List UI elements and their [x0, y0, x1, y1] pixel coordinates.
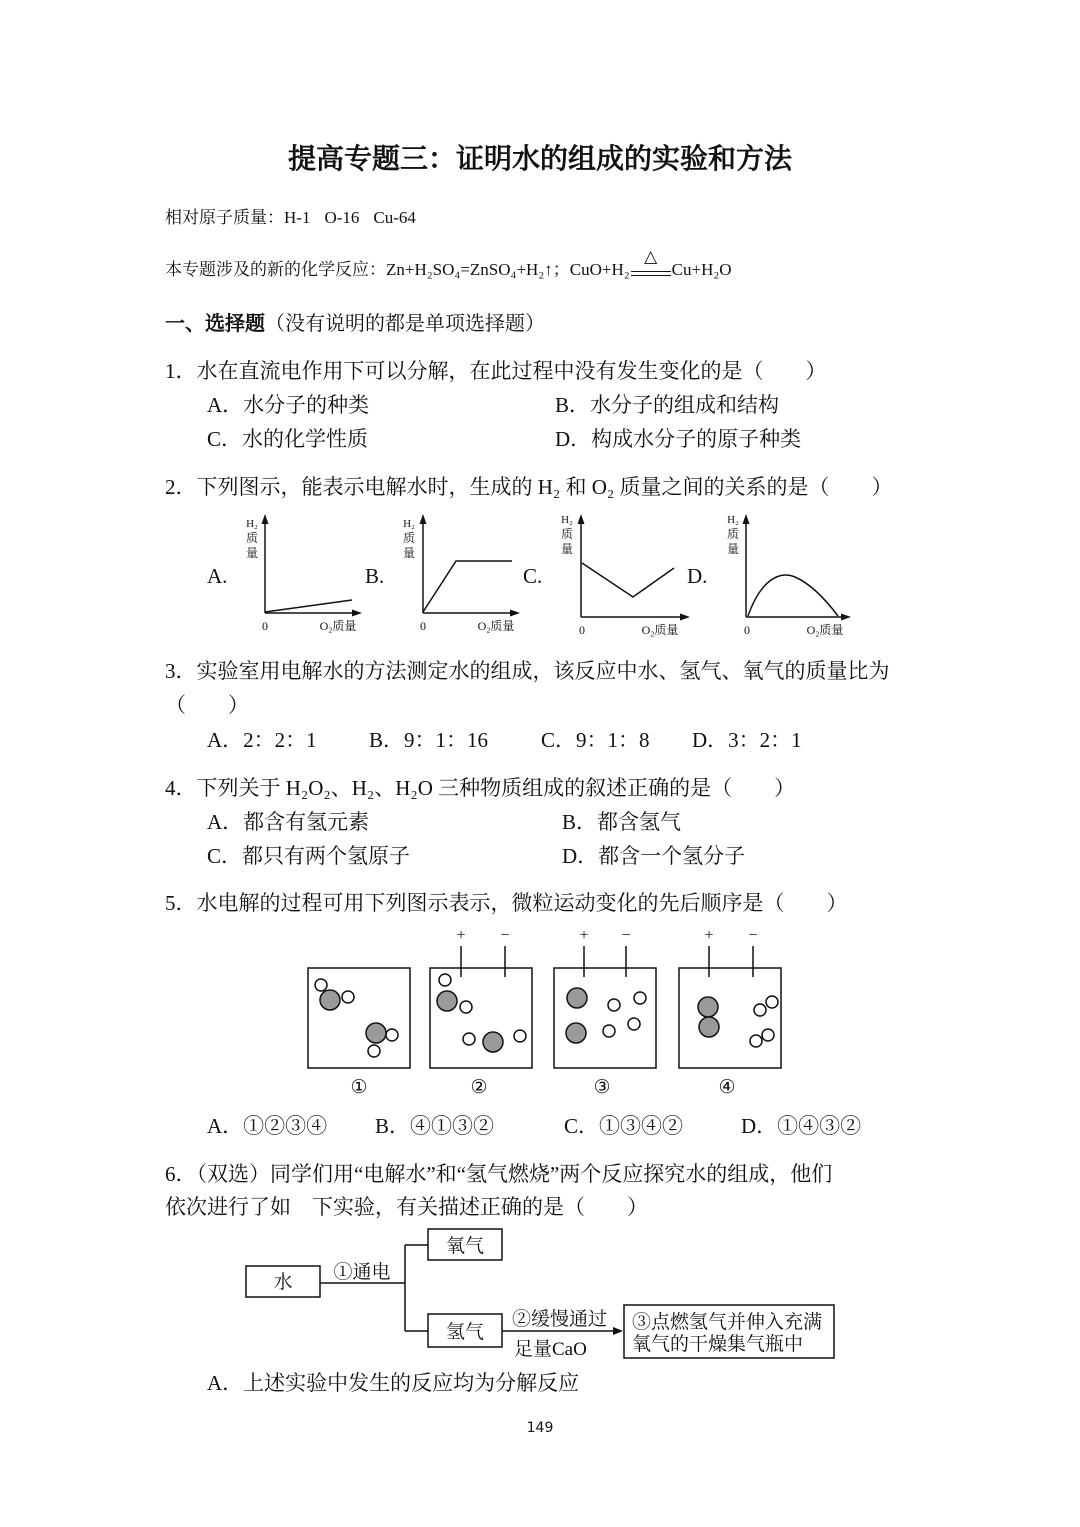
- hydrogen-atom: [386, 1029, 398, 1041]
- question-4-option-b: B．都含氢气: [562, 810, 682, 834]
- question-3-option-b: B．9：1：16: [369, 728, 489, 752]
- positive-sign: +: [456, 927, 466, 944]
- y-axis-label: H₂: [561, 514, 573, 526]
- question-6-option-a: A．上述实验中发生的反应均为分解反应: [207, 1371, 580, 1395]
- x-axis-label: O₂质量: [477, 619, 515, 633]
- step-3-line-1: ③点燃氢气并伸入充满: [632, 1312, 823, 1333]
- graph-line: [265, 600, 352, 612]
- question-6-stem: 6．（双选）同学们用“电解水”和“氢气燃烧”两个反应探究水的组成，他们: [165, 1162, 833, 1186]
- hydrogen-atom: [463, 1033, 475, 1045]
- reaction-equation-2: Cu+H₂O: [671, 260, 732, 279]
- y-axis-label: 质: [245, 531, 259, 545]
- negative-sign: −: [621, 927, 631, 944]
- hydrogen-atom: [608, 999, 620, 1011]
- water-label: 水: [273, 1272, 293, 1293]
- reaction-equation-1: Zn+H₂SO₄=ZnSO₄+H₂↑；CuO+H₂: [386, 260, 630, 279]
- question-5-stem: 5．水电解的过程可用下列图示表示，微粒运动变化的先后顺序是（ ）: [165, 891, 848, 915]
- question-4-option-c: C．都只有两个氢原子: [207, 844, 411, 868]
- origin-label: 0: [262, 619, 268, 633]
- y-axis-arrow: [743, 514, 750, 524]
- origin-label: 0: [579, 623, 585, 637]
- negative-sign: −: [500, 927, 510, 944]
- double-equal-sign: [631, 271, 671, 276]
- x-axis-arrow: [510, 610, 520, 617]
- atomic-mass-label: 相对原子质量：: [165, 208, 284, 227]
- step-3-line-2: 氧气的干燥集气瓶中: [632, 1334, 804, 1355]
- hydrogen-atom: [750, 1035, 762, 1047]
- particle-diagram-1: [308, 968, 410, 1098]
- section-title: 一、选择题: [165, 311, 265, 335]
- y-axis-arrow: [578, 514, 585, 524]
- question-5-option-c: C．①③④②: [564, 1114, 684, 1138]
- question-1-option-d: D．构成水分子的原子种类: [555, 427, 802, 451]
- electrolysis-particle-diagrams: [0, 920, 1080, 1105]
- question-1-stem: 1．水在直流电作用下可以分解，在此过程中没有发生变化的是（ ）: [165, 359, 827, 383]
- question-3-option-a: A．2：2：1: [207, 728, 317, 752]
- diagram-label: ①: [350, 1077, 368, 1098]
- x-axis-arrow: [680, 614, 690, 621]
- y-axis-label: 质: [402, 531, 416, 545]
- question-6-stem-continued: 依次进行了如 下实验，有关描述正确的是（ ）: [165, 1195, 648, 1219]
- arrow-head: [613, 1327, 623, 1335]
- hydrogen-atom: [634, 992, 646, 1004]
- diagram-label: ②: [470, 1077, 488, 1098]
- hydrogen-atom: [368, 1045, 380, 1057]
- atomic-mass-o: O-16: [324, 208, 360, 227]
- origin-label: 0: [744, 623, 750, 637]
- reaction-label: 本专题涉及的新的化学反应：: [165, 260, 386, 279]
- page-number: 149: [526, 1420, 554, 1436]
- page-title: 提高专题三：证明水的组成的实验和方法: [287, 142, 792, 175]
- oxygen-atom: [698, 997, 718, 1017]
- origin-label: 0: [420, 619, 426, 633]
- question-4-stem: 4．下列关于 H₂O₂、H₂、H₂O 三种物质组成的叙述正确的是（ ）: [165, 776, 796, 800]
- section-heading: [165, 311, 545, 336]
- question-3-stem-continued: （ ）: [165, 693, 249, 717]
- negative-sign: −: [748, 927, 758, 944]
- x-axis-label: O₂质量: [806, 623, 844, 637]
- hydrogen-atom: [342, 991, 354, 1003]
- question-1-option-a: A．水分子的种类: [207, 393, 370, 417]
- question-3-option-c: C．9：1：8: [541, 728, 650, 752]
- oxygen-label: 氧气: [445, 1236, 485, 1257]
- hydrogen-atom: [754, 1004, 766, 1016]
- y-axis-label: 量: [402, 546, 416, 560]
- question-1-option-b: B．水分子的组成和结构: [555, 393, 780, 417]
- atomic-mass-cu: Cu-64: [373, 208, 416, 227]
- container-box: [554, 968, 656, 1068]
- heating-triangle-icon: △: [644, 247, 658, 268]
- graph-line: [582, 563, 674, 597]
- graph-option-letter: D.: [687, 564, 708, 588]
- step-2-reagent: 足量CaO: [514, 1339, 587, 1360]
- hydrogen-atom: [315, 979, 327, 991]
- graph-curve: [748, 575, 838, 616]
- question-5-option-d: D．①④③②: [741, 1114, 862, 1138]
- atomic-mass-h: H-1: [284, 208, 311, 227]
- y-axis-label: 质: [560, 527, 574, 541]
- y-axis-label: 量: [245, 546, 259, 560]
- graph-line: [423, 561, 512, 612]
- question-5-option-b: B．④①③②: [375, 1114, 495, 1138]
- oxygen-atom: [567, 988, 587, 1008]
- x-axis-arrow: [352, 610, 362, 617]
- heating-condition-sign: [631, 247, 671, 281]
- y-axis-label: H₂: [246, 518, 258, 530]
- y-axis-arrow: [420, 514, 427, 524]
- positive-sign: +: [579, 927, 589, 944]
- y-axis-label: H₂: [727, 514, 739, 526]
- question-4-option-a: A．都含有氢元素: [207, 810, 370, 834]
- y-axis-label: 量: [560, 542, 574, 556]
- graph-a: [207, 514, 362, 633]
- hydrogen-atom: [439, 974, 451, 986]
- step-2-label: ②缓慢通过: [512, 1309, 608, 1330]
- y-axis-arrow: [262, 514, 269, 524]
- step-1-label: ①通电: [333, 1262, 391, 1283]
- hydrogen-atom: [766, 996, 778, 1008]
- oxygen-atom: [483, 1032, 503, 1052]
- experiment-flow-diagram: [0, 1220, 1080, 1365]
- hydrogen-atom: [514, 1030, 526, 1042]
- question-1-option-c: C．水的化学性质: [207, 427, 369, 451]
- question-3-option-d: D．3：2：1: [692, 728, 802, 752]
- reaction-line: [165, 247, 732, 281]
- particle-diagram-2: [430, 927, 532, 1098]
- x-axis-arrow: [841, 614, 851, 621]
- particle-diagram-4: [679, 927, 781, 1098]
- graph-option-letter: B.: [365, 564, 385, 588]
- graph-option-letter: C.: [523, 564, 543, 588]
- diagram-label: ③: [593, 1077, 611, 1098]
- diagram-label: ④: [718, 1077, 736, 1098]
- question-2-stem: 2．下列图示，能表示电解水时，生成的 H₂ 和 O₂ 质量之间的关系的是（ ）: [165, 475, 893, 499]
- y-axis-label: 量: [726, 542, 740, 556]
- x-axis-label: O₂质量: [319, 619, 357, 633]
- oxygen-atom: [366, 1023, 386, 1043]
- oxygen-atom: [566, 1023, 586, 1043]
- hydrogen-atom: [628, 1018, 640, 1030]
- graph-c: [523, 514, 690, 637]
- particle-diagram-3: [554, 927, 656, 1098]
- graph-d: [687, 514, 851, 637]
- atomic-mass-line: [165, 207, 416, 229]
- container-box: [679, 968, 781, 1068]
- hydrogen-atom: [460, 1001, 472, 1013]
- oxygen-atom: [320, 990, 340, 1010]
- section-note: （没有说明的都是单项选择题）: [265, 313, 545, 335]
- y-axis-label: 质: [726, 527, 740, 541]
- question-4-option-d: D．都含一个氢分子: [562, 844, 746, 868]
- y-axis-label: H₂: [403, 518, 415, 530]
- question-3-stem: 3．实验室用电解水的方法测定水的组成，该反应中水、氢气、氧气的质量比为: [165, 659, 890, 683]
- positive-sign: +: [704, 927, 714, 944]
- hydrogen-atom: [603, 1025, 615, 1037]
- graph-b: [365, 514, 520, 633]
- hydrogen-label: 氢气: [445, 1322, 485, 1343]
- question-5-option-a: A．①②③④: [207, 1114, 328, 1138]
- oxygen-atom: [699, 1017, 719, 1037]
- hydrogen-atom: [762, 1029, 774, 1041]
- x-axis-label: O₂质量: [641, 623, 679, 637]
- graph-option-letter: A.: [207, 564, 228, 588]
- oxygen-atom: [437, 991, 457, 1011]
- question-2-graphs: [0, 500, 1080, 645]
